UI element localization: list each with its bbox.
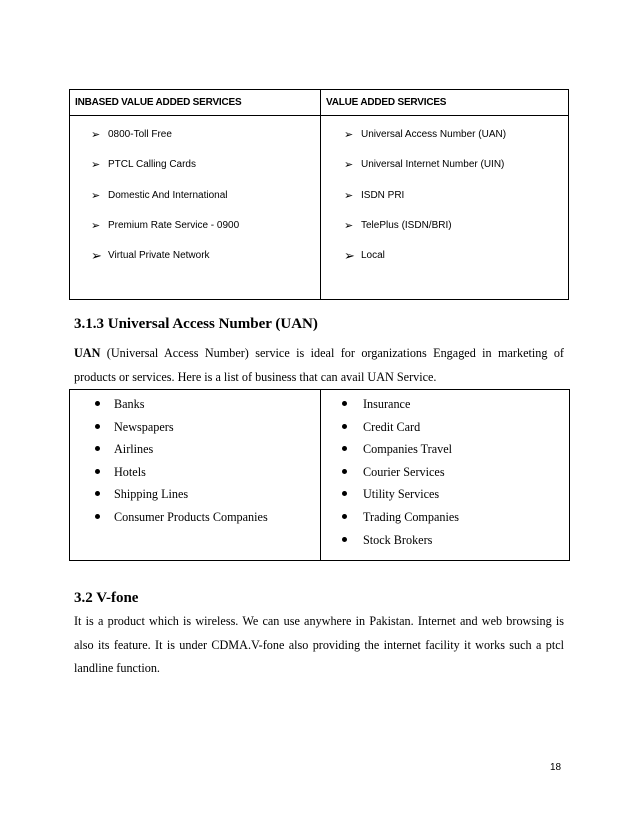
arrow-bullet-icon: ➢ [344, 129, 354, 141]
vfone-paragraph: It is a product which is wireless. We can use anywhere in Pakistan. Internet and web browsing is also its feature. It is under CDMA.V-fone also providing the internet facility it works such a ptcl landline function. [74, 614, 564, 675]
list-item: ➢ Virtual Private Network [91, 248, 210, 264]
uan-businesses-table [69, 389, 570, 561]
arrow-bullet-icon: ➢ [344, 159, 354, 172]
page-number: 18 [550, 762, 562, 773]
list-item: ➢ TelePlus (ISDN/BRI) [344, 219, 452, 232]
vas-list [321, 128, 568, 279]
list-item: ➢ 0800-Toll Free [91, 129, 172, 141]
list-item: Airlines [70, 441, 320, 464]
list-item: Banks [70, 396, 320, 419]
list-item: Companies Travel [321, 441, 569, 464]
list-item: ➢ Universal Internet Number (UIN) [344, 159, 505, 172]
table-header-row [70, 90, 569, 116]
uan-paragraph: UAN (Universal Access Number) service is ideal for organizations Engaged in marketing of products or services. Here is a list of business that can avail UAN Service. [74, 346, 564, 384]
list-item: ➢ PTCL Calling Cards [91, 159, 196, 172]
bullet-icon [342, 446, 347, 451]
bullet-icon [95, 401, 100, 406]
vas-header: VALUE ADDED SERVICES [321, 90, 569, 116]
list-item: Consumer Products Companies [70, 509, 320, 532]
arrow-bullet-icon: ➢ [91, 129, 101, 141]
list-item: Newspapers [70, 419, 320, 442]
bullet-icon [95, 424, 100, 429]
inbased-vas-header: INBASED VALUE ADDED SERVICES [70, 90, 321, 116]
list-item: ➢ Universal Access Number (UAN) [344, 129, 507, 141]
uan-businesses-right-list [321, 396, 569, 554]
list-item: ➢ Domestic And International [91, 189, 228, 202]
vas-cell [321, 116, 569, 300]
list-item: ➢ Local [344, 248, 385, 264]
arrow-bullet-icon: ➢ [91, 248, 102, 264]
bullet-icon [342, 514, 347, 519]
uan-businesses-left-cell [70, 390, 321, 561]
list-item: Credit Card [321, 419, 569, 442]
uan-businesses-left-list [70, 396, 320, 532]
arrow-bullet-icon: ➢ [91, 189, 101, 202]
vfone-section-heading: 3.2 V-fone [74, 590, 139, 606]
list-item: Insurance [321, 396, 569, 419]
bullet-icon [342, 401, 347, 406]
bullet-icon [342, 469, 347, 474]
list-item: Utility Services [321, 486, 569, 509]
list-item: ➢ Premium Rate Service - 0900 [91, 219, 240, 232]
list-item: Hotels [70, 464, 320, 487]
inbased-vas-list [70, 128, 320, 279]
bullet-icon [342, 424, 347, 429]
value-added-services-table [69, 89, 569, 300]
arrow-bullet-icon: ➢ [91, 219, 101, 232]
list-item: ➢ ISDN PRI [344, 189, 405, 202]
arrow-bullet-icon: ➢ [91, 159, 101, 172]
list-item: Stock Brokers [321, 532, 569, 555]
arrow-bullet-icon: ➢ [344, 248, 355, 264]
bullet-icon [95, 446, 100, 451]
uan-abbr: UAN [74, 346, 101, 360]
table-row [70, 390, 570, 561]
bullet-icon [95, 514, 100, 519]
list-item: Courier Services [321, 464, 569, 487]
bullet-icon [342, 537, 347, 542]
arrow-bullet-icon: ➢ [344, 219, 354, 232]
inbased-vas-cell [70, 116, 321, 300]
list-item: Trading Companies [321, 509, 569, 532]
bullet-icon [95, 469, 100, 474]
bullet-icon [342, 491, 347, 496]
arrow-bullet-icon: ➢ [344, 189, 354, 202]
uan-section-heading: 3.1.3 Universal Access Number (UAN) [74, 316, 318, 332]
table-body-row [70, 116, 569, 300]
list-item: Shipping Lines [70, 486, 320, 509]
bullet-icon [95, 491, 100, 496]
uan-businesses-right-cell [321, 390, 570, 561]
